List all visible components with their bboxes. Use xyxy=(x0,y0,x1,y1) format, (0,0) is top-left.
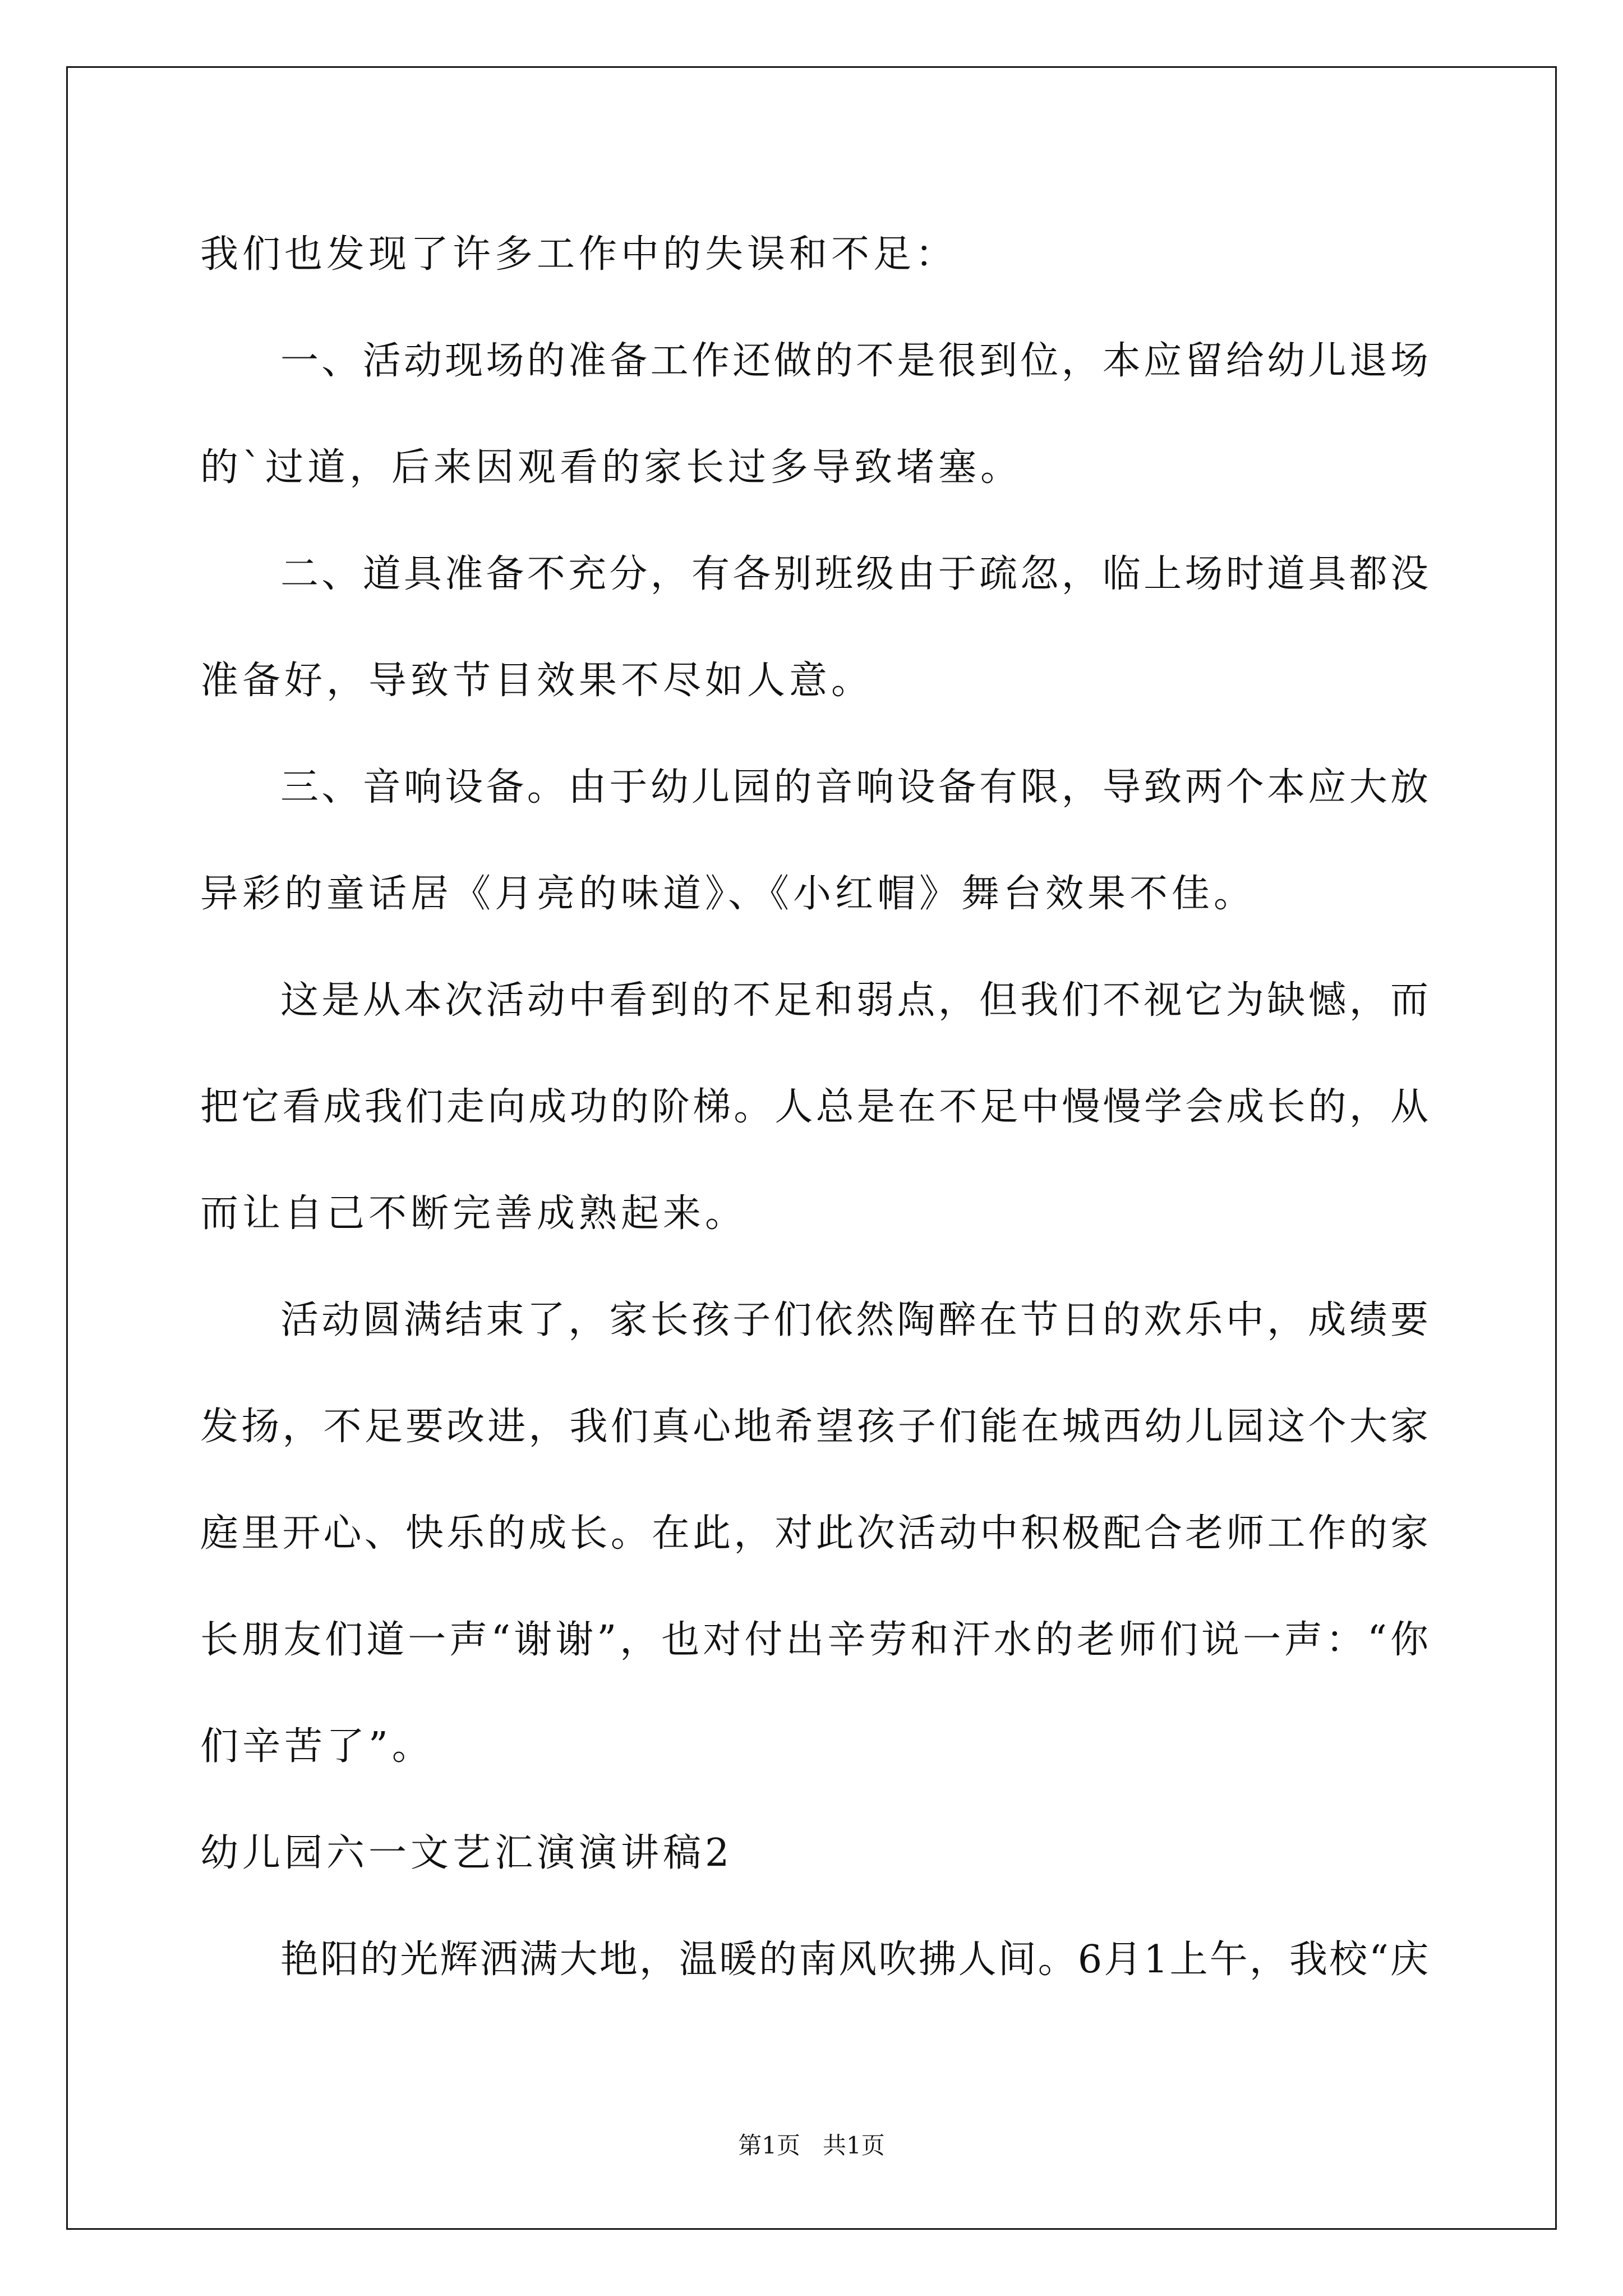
paragraph-line-3: 的`过道，后来因观看的家长过多导致堵塞。 xyxy=(200,445,1023,490)
page-border xyxy=(66,66,1557,2230)
paragraph-line-10: 而让自己不断完善成熟起来。 xyxy=(200,1191,748,1236)
paragraph-line-15: 们辛苦了”。 xyxy=(200,1724,434,1769)
paragraph-line-2: 一、活动现场的准备工作还做的不是很到位，本应留给幼儿退场 xyxy=(280,339,1428,383)
paragraph-line-14: 长朋友们道一声“谢谢”，也对付出辛劳和汗水的老师们说一声：“你 xyxy=(200,1618,1428,1662)
paragraph-line-7: 异彩的童话居《月亮的味道》、《小红帽》舞台效果不佳。 xyxy=(200,872,1256,916)
paragraph-line-9: 把它看成我们走向成功的阶梯。人总是在不足中慢慢学会成长的，从 xyxy=(200,1085,1428,1129)
paragraph-line-6: 三、音响设备。由于幼儿园的音响设备有限，导致两个本应大放 xyxy=(280,765,1428,809)
page-number-footer: 第1页 共1页 xyxy=(738,2132,885,2159)
section-heading: 幼儿园六一文艺汇演演讲稿2 xyxy=(200,1831,734,1875)
paragraph-line-17: 艳阳的光辉洒满大地，温暖的南风吹拂人间。6月1上午，我校“庆 xyxy=(280,1938,1428,1982)
paragraph-line-1: 我们也发现了许多工作中的失误和不足： xyxy=(200,232,958,277)
paragraph-line-11: 活动圆满结束了，家长孩子们依然陶醉在节日的欢乐中，成绩要 xyxy=(280,1298,1428,1342)
paragraph-line-13: 庭里开心、快乐的成长。在此，对此次活动中积极配合老师工作的家 xyxy=(200,1511,1428,1556)
paragraph-line-12: 发扬，不足要改进，我们真心地希望孩子们能在城西幼儿园这个大家 xyxy=(200,1405,1428,1449)
paragraph-line-5: 准备好，导致节目效果不尽如人意。 xyxy=(200,659,874,703)
paragraph-line-4: 二、道具准备不充分，有各别班级由于疏忽，临上场时道具都没 xyxy=(280,552,1428,596)
paragraph-line-8: 这是从本次活动中看到的不足和弱点，但我们不视它为缺憾，而 xyxy=(280,978,1428,1023)
